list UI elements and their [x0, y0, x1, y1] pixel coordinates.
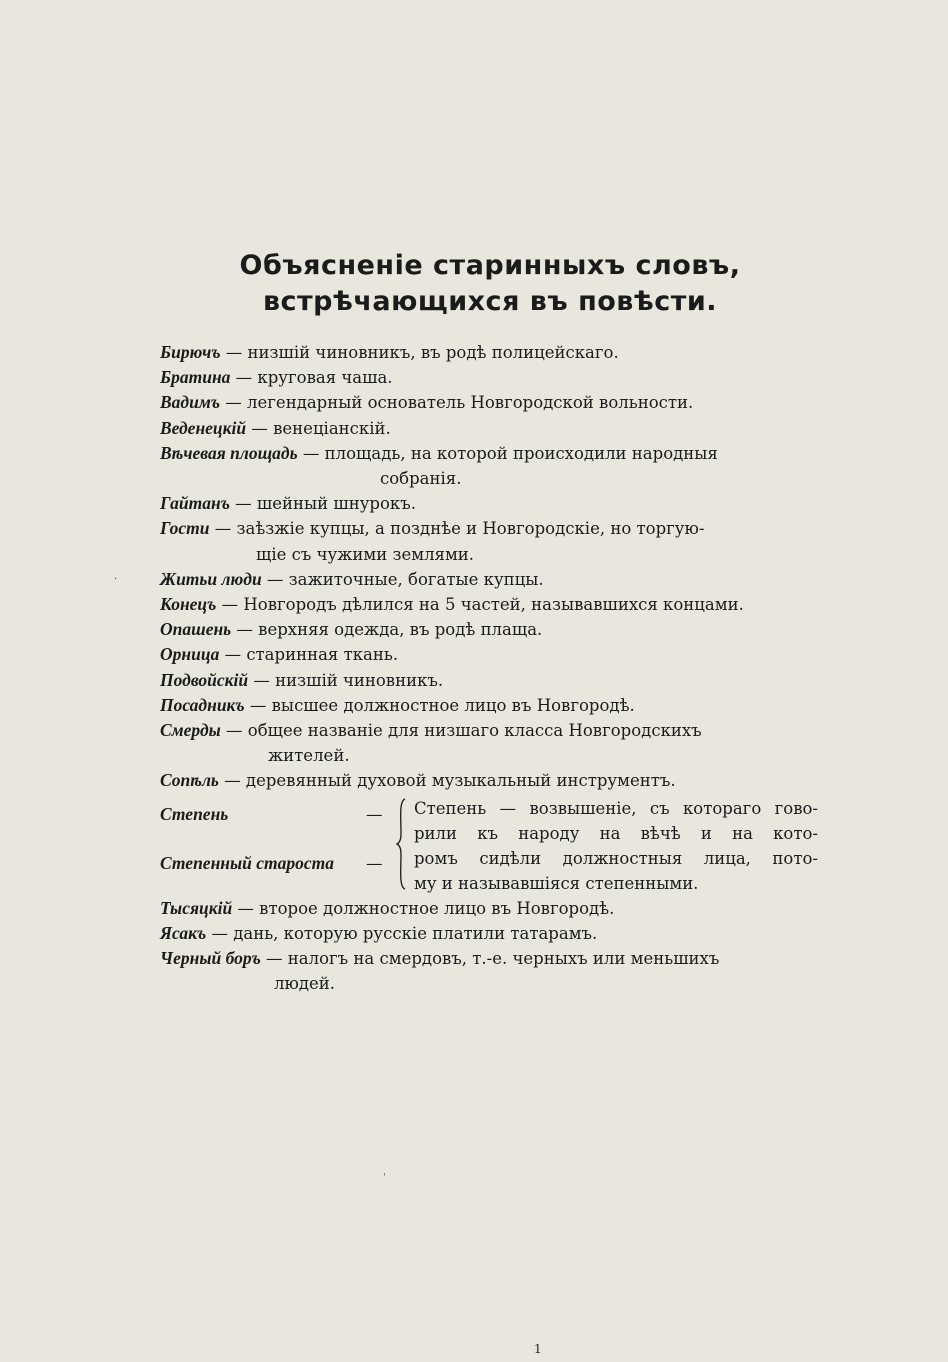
entry-definition: — легендарный основатель Новгородской вольности.: [220, 393, 694, 413]
entry-definition: — старинная ткань.: [219, 645, 399, 665]
entry-term: Конецъ: [160, 594, 217, 615]
glossary-entry: [160, 668, 820, 693]
entry-term: Гайтанъ: [160, 493, 230, 514]
entry-continuation: щіе съ чужими землями.: [256, 544, 475, 564]
glossary-entry: [160, 390, 820, 415]
glossary-entry: [160, 516, 820, 566]
entry-term: Степень: [160, 803, 229, 824]
entry-definition: — заѣзжіе купцы, а позднѣе и Новгородскіе, но торгую-: [209, 519, 705, 539]
glossary-entry: [160, 693, 820, 718]
glossary-entry: [160, 567, 820, 592]
entry-definition: — Новгородъ дѣлился на 5 частей, называвшихся концами.: [216, 595, 744, 615]
glossary: [160, 340, 820, 996]
entry-definition: — высшее должностное лицо въ Новгородѣ.: [244, 695, 635, 715]
glossary-entry: [160, 768, 820, 793]
glossary-entry: [160, 491, 820, 516]
definition-line: рили къ народу на вѣчѣ и на кото-: [414, 823, 818, 843]
bracketed-entry: [160, 796, 820, 896]
entry-definition: — низшій чиновникъ.: [248, 670, 444, 690]
definition-line: му и называвшіяся степенными.: [414, 874, 699, 894]
entry-term: Бирючъ: [160, 342, 221, 362]
entry-term: Опашень: [160, 619, 232, 640]
title-line-2: встрѣчающихся въ повѣсти.: [262, 286, 718, 317]
entry-definition: — верхняя одежда, въ родѣ плаща.: [231, 620, 543, 640]
entry-term: Степенный староста: [160, 852, 335, 873]
glossary-entry: [160, 642, 820, 667]
glossary-entry: [160, 617, 820, 642]
curly-brace: [396, 798, 406, 890]
entry-definition: — площадь, на которой происходили народныя: [297, 443, 718, 463]
glossary-entry: [160, 592, 820, 617]
entry-definition: — дань, которую русскіе платили татарамъ.: [206, 923, 598, 943]
glossary-entry: [160, 441, 820, 491]
entry-term: Подвойскій: [160, 669, 249, 690]
entry-dash: —: [366, 853, 383, 873]
entry-definition: — низшій чиновникъ, въ родѣ полицейскаго.: [220, 343, 619, 362]
entry-term: Черный боръ: [160, 948, 261, 969]
entry-term: Ясакъ: [160, 922, 207, 943]
bracketed-definition: [414, 796, 818, 897]
glossary-entry: [160, 921, 820, 946]
entry-term: Вадимъ: [160, 392, 221, 413]
page-number: 1: [534, 1342, 542, 1356]
entry-term: Братина: [160, 367, 231, 388]
entry-dash: —: [366, 804, 383, 824]
entry-term: Житьи люди: [160, 568, 262, 589]
entry-term: Орница: [160, 644, 220, 665]
glossary-entry: [160, 340, 820, 365]
glossary-entry: [160, 896, 820, 921]
definition-line: Степень — возвышеніе, съ котораго гово-: [414, 798, 818, 818]
entry-definition: — шейный шнурокъ.: [229, 494, 416, 514]
entry-definition: — второе должностное лицо въ Новгородѣ.: [232, 898, 615, 918]
entry-term: Сопѣль: [160, 770, 219, 791]
entry-definition: — деревянный духовой музыкальный инструментъ.: [218, 771, 676, 791]
glossary-entry: [160, 365, 820, 390]
title-line-1: Объясненіе старинныхъ словъ,: [239, 250, 741, 281]
entry-definition: — венеціанскій.: [246, 418, 391, 438]
entry-continuation: собранія.: [380, 469, 462, 489]
entry-term: Вѣчевая площадь: [160, 442, 298, 463]
entry-term: Посадникъ: [160, 694, 245, 715]
print-speck: ˌ: [383, 1166, 386, 1177]
entry-definition: — общее названіе для низшаго класса Новгородскихъ: [220, 721, 702, 741]
entry-definition: — круговая чаша.: [230, 368, 393, 388]
entry-continuation: людей.: [274, 974, 336, 994]
entry-term: Тысяцкій: [160, 897, 233, 918]
entry-term: Гости: [160, 518, 210, 539]
entry-term: Смерды: [160, 720, 221, 741]
glossary-entry: [160, 416, 820, 441]
entry-definition: — зажиточные, богатые купцы.: [261, 569, 544, 589]
entry-continuation: жителей.: [268, 746, 350, 766]
entry-definition: — налогъ на смердовъ, т.-е. черныхъ или меньшихъ: [260, 949, 720, 969]
glossary-entry: [160, 946, 820, 996]
print-speck: ·: [114, 574, 118, 585]
page-title: [150, 248, 830, 320]
entry-term: Веденецкій: [160, 417, 247, 438]
glossary-entry: [160, 718, 820, 768]
definition-line: ромъ сидѣли должностныя лица, пото-: [414, 849, 818, 869]
